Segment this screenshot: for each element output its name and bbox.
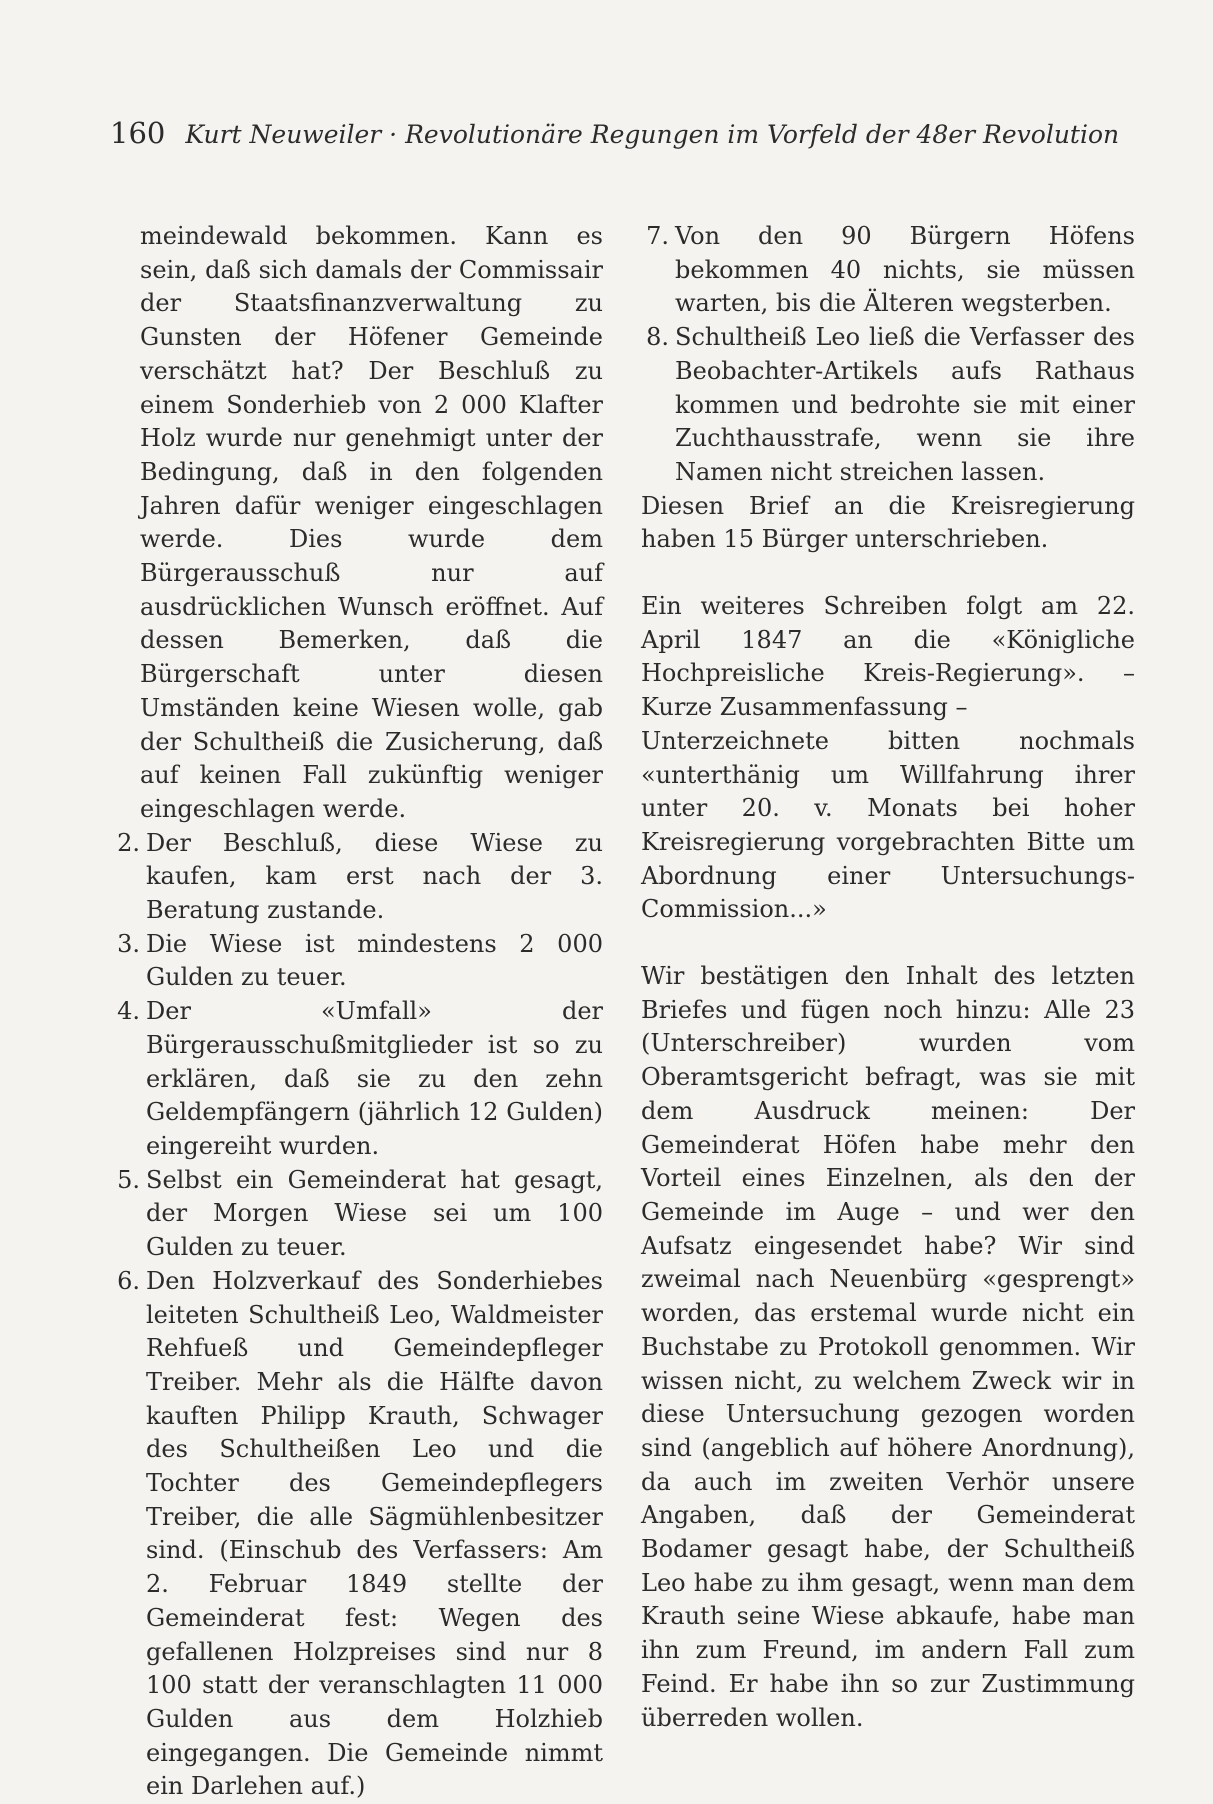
list-item-3	[110, 928, 603, 995]
list-number: 2.	[117, 828, 140, 857]
list-text: Schultheiß Leo ließ die Verfasser des Beobachter-Artikels aufs Rathaus kommen und bedrohte sie mit einer Zuchthausstrafe, wenn sie ihre Namen nicht streichen lassen.	[675, 323, 1135, 486]
running-title: Kurt Neuweiler · Revolutionäre Regungen im Vorfeld der 48er Revolution	[185, 120, 1120, 149]
list-text: Selbst ein Gemeinderat hat gesagt, der Morgen Wiese sei um 100 Gulden zu teuer.	[146, 1165, 603, 1262]
list-number: 4.	[117, 997, 140, 1026]
list-item-2	[110, 827, 603, 928]
paragraph-signatures: Diesen Brief an die Kreisregierung haben 15 Bürger unterschrieben.	[641, 491, 1135, 554]
paragraph-spacer	[641, 557, 1135, 590]
list-number: 8.	[646, 323, 669, 352]
list-number: 5.	[117, 1165, 140, 1194]
list-item-7	[641, 220, 1135, 321]
list-number: 3.	[117, 929, 140, 958]
paragraph-petition: Unterzeichnete bitten nochmals «unterthänig um Willfahrung ihrer unter 20. v. Monats bei hoher Kreisregierung vorgebrachten Bitte um Abordnung einer Untersuchungs-Commission...»	[641, 726, 1135, 924]
running-header	[110, 116, 1120, 150]
page-number: 160	[110, 116, 166, 150]
list-item-8	[641, 321, 1135, 490]
paragraph-confirmation: Wir bestätigen den Inhalt des letzten Briefes und fügen noch hinzu: Alle 23 (Unterschreiber) wurden vom Oberamtsgericht befragt, was sie mit dem Ausdruck meinen: Der Gemeinderat Höfen habe mehr den Vorteil eines Einzelnen, als den der Gemeinde im Auge – und wer den Aufsatz eingesendet habe? Wir sind zweimal nach Neuenbürg «gesprengt» worden, das erstemal wurde nicht ein Buchstabe zu Protokoll genommen. Wir wissen nicht, zu welchem Zweck wir in diese Untersuchung gezogen worden sind (angeblich auf höhere Anordnung), da auch im zweiten Verhör unsere Angaben, daß der Gemeinderat Bodamer gesagt habe, der Schultheiß Leo habe zu ihm gesagt, wenn man dem Krauth seine Wiese abkaufe, habe man ihn zum Freund, im andern Fall zum Feind. Er habe ihn so zur Zustimmung überreden wollen.	[641, 962, 1135, 1732]
list-text: Der Beschluß, diese Wiese zu kaufen, kam erst nach der 3. Beratung zustande.	[146, 828, 603, 925]
list-item-4	[110, 995, 603, 1164]
right-column	[641, 220, 1135, 1735]
paragraph-second-letter: Ein weiteres Schreiben folgt am 22. April 1847 an die «Königliche Hochpreisliche Kreis-Regierung». – Kurze Zusammenfassung –	[641, 592, 1135, 722]
list-text: Von den 90 Bürgern Höfens bekommen 40 nichts, sie müssen warten, bis die Älteren wegsterben.	[675, 222, 1135, 318]
list-item-5	[110, 1164, 603, 1265]
list-text: Der «Umfall» der Bürgerausschußmitglieder ist so zu erklären, daß sie zu den zehn Geldempfängern (jährlich 12 Gulden) eingereiht wurden.	[146, 997, 603, 1160]
continuation-paragraph: meindewald bekommen. Kann es sein, daß sich damals der Commissair der Staatsfinanzverwaltung zu Gunsten der Höfener Gemeinde verschätzt hat? Der Beschluß zu einem Sonderhieb von 2 000 Klafter Holz wurde nur genehmigt unter der Bedingung, daß in den folgenden Jahren dafür weniger eingeschlagen werde. Dies wurde dem Bürgerausschuß nur auf ausdrücklichen Wunsch eröffnet. Auf dessen Bemerken, daß die Bürgerschaft unter diesen Umständen keine Wiesen wolle, gab der Schultheiß die Zusicherung, daß auf keinen Fall zukünftig weniger eingeschlagen werde.	[140, 222, 603, 823]
list-number: 6.	[117, 1266, 140, 1295]
paragraph-spacer	[641, 927, 1135, 960]
left-column	[110, 220, 603, 1804]
list-item-6	[110, 1265, 603, 1804]
list-text: Die Wiese ist mindestens 2 000 Gulden zu teuer.	[146, 929, 603, 992]
list-text: Den Holzverkauf des Sonderhiebes leiteten Schultheiß Leo, Waldmeister Rehfueß und Gemeindepfleger Treiber. Mehr als die Hälfte davon kauften Philipp Krauth, Schwager des Schultheißen Leo und die Tochter des Gemeindepflegers Treiber, die alle Sägmühlenbesitzer sind. (Einschub des Verfassers: Am 2. Februar 1849 stellte der Gemeinderat fest: Wegen des gefallenen Holzpreises sind nur 8 100 statt der veranschlagten 11 000 Gulden aus dem Holzhieb eingegangen. Die Gemeinde nimmt ein Darlehen auf.)	[146, 1266, 603, 1801]
list-number: 7.	[646, 222, 669, 250]
